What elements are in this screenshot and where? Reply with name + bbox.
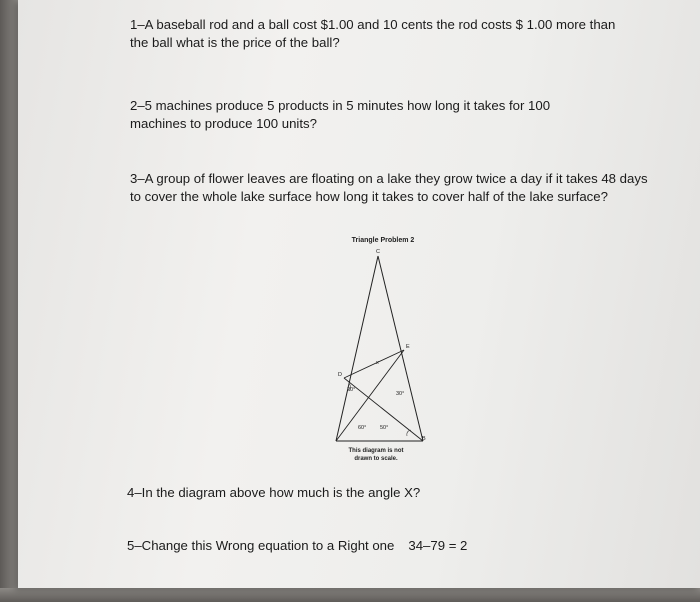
- triangle-side-right: [378, 256, 423, 441]
- vertex-d-label: D: [338, 372, 342, 378]
- triangle-diagram: [318, 233, 448, 465]
- question-5-text: 5–Change this Wrong equation to a Right one: [127, 538, 395, 553]
- question-5: [127, 537, 557, 555]
- desk-edge-left: [0, 0, 18, 602]
- angle-x-label: x: [376, 360, 379, 366]
- vertex-c-label: C: [376, 249, 380, 255]
- angle-50-label: 50°: [380, 425, 389, 431]
- question-4: 4–In the diagram above how much is the angle X?: [127, 485, 421, 500]
- desk-edge-bottom: [0, 588, 700, 602]
- diagram-title: Triangle Problem 2: [351, 237, 415, 244]
- angle-20-label: 20°: [347, 387, 356, 393]
- diagram-note-line-1: This diagram is not: [348, 448, 404, 454]
- question-3: 3–A group of flower leaves are floating on a lake they grow twice a day if it takes 48 days to cover the whole lake surface how long it takes to cover half of the lake surface?: [130, 171, 648, 204]
- segment-d-b: [344, 378, 423, 441]
- question-1: 1–A baseball rod and a ball cost $1.00 and 10 cents the rod costs $ 1.00 more than the ball what is the price of the ball?: [130, 17, 616, 50]
- vertex-e-label: E: [406, 344, 410, 350]
- vertex-b-label: B: [422, 436, 426, 442]
- wrong-equation: 34–79 = 2: [408, 538, 468, 553]
- diagram-note-line-2: drawn to scale.: [354, 456, 398, 462]
- angle-30-label: 30°: [396, 391, 405, 397]
- angle-60-label: 60°: [358, 425, 367, 431]
- question-2: 2–5 machines produce 5 products in 5 minutes how long it takes for 100 machines to produce 100 units?: [130, 98, 551, 131]
